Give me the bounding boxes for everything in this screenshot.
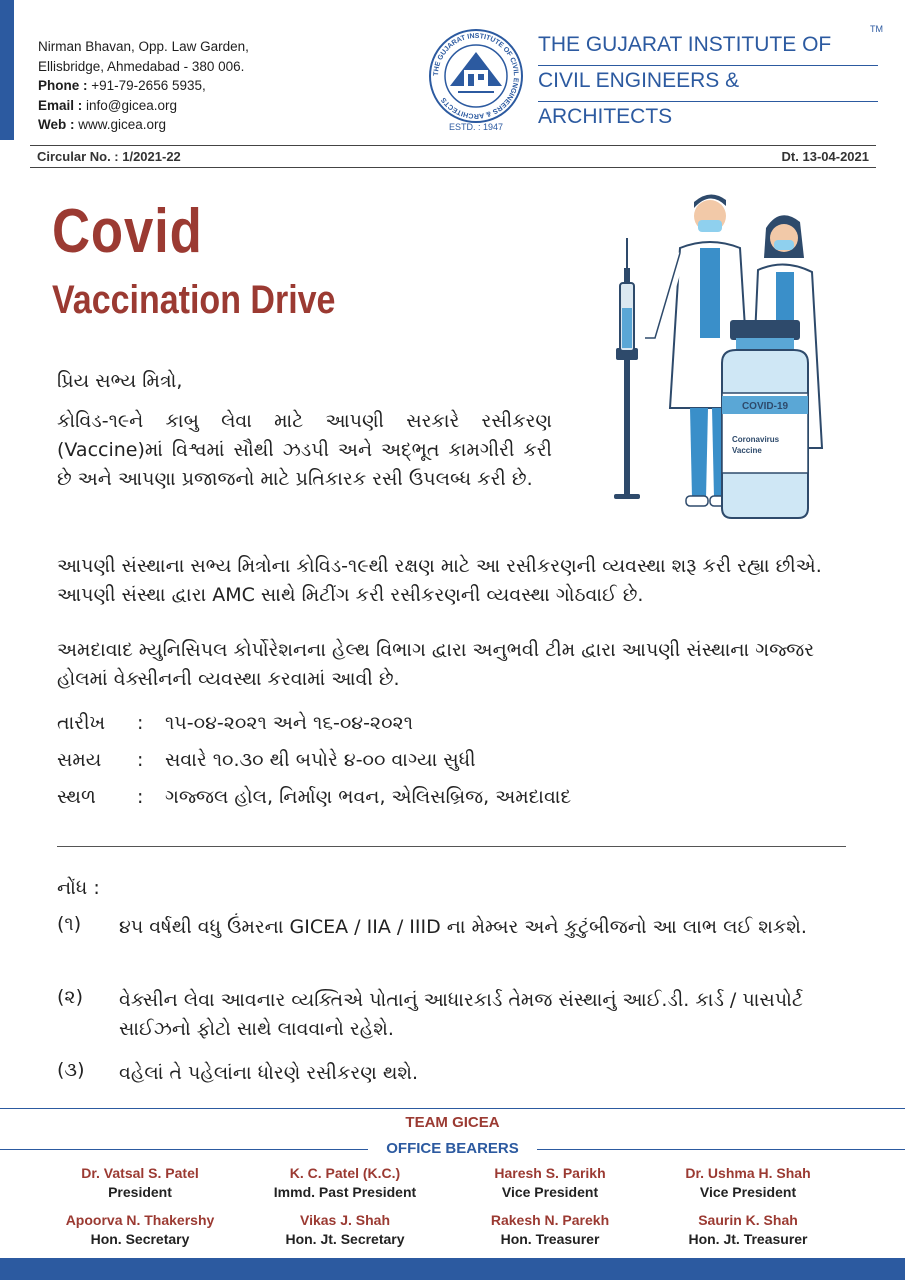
title-covid: Covid bbox=[52, 197, 203, 266]
address-line: Nirman Bhavan, Opp. Law Garden, bbox=[38, 39, 249, 54]
member-role: Hon. Secretary bbox=[90, 1231, 190, 1247]
detail-value: સવારે ૧૦.૩૦ થી બપોરે ૪-૦૦ વાગ્યા સુધી bbox=[165, 749, 476, 771]
member-name: Rakesh N. Parekh bbox=[490, 1212, 610, 1228]
org-line: ARCHITECTS bbox=[538, 105, 673, 128]
note-number: (૨) bbox=[57, 986, 83, 1008]
member-name: Haresh S. Parikh bbox=[494, 1165, 606, 1181]
member-name: Dr. Vatsal S. Patel bbox=[81, 1165, 199, 1181]
office-bearers-heading: OFFICE BEARERS bbox=[386, 1140, 519, 1157]
left-accent-bar bbox=[0, 0, 14, 140]
logo-ring-text: THE GUJARAT INSTITUTE OF CIVIL ENGINEERS & ARCHITECTS bbox=[432, 32, 520, 120]
detail-label: તારીખ bbox=[57, 712, 106, 734]
email-line: Email : info@gicea.org bbox=[38, 97, 178, 113]
member-role: Hon. Jt. Treasurer bbox=[688, 1231, 808, 1247]
bottom-accent-bar bbox=[0, 1258, 905, 1280]
title-vaccination-drive: Vaccination Drive bbox=[52, 278, 336, 322]
divider bbox=[57, 846, 846, 847]
email-link[interactable]: info@gicea.org bbox=[86, 97, 178, 113]
vial-sub-label: Vaccine bbox=[732, 446, 762, 455]
member-name: K. C. Patel (K.C.) bbox=[289, 1165, 401, 1181]
note-text: વહેલાં તે પહેલાંના ધોરણે રસીકરણ થશે. bbox=[119, 1062, 419, 1084]
trademark-mark: TM bbox=[870, 24, 883, 34]
member-card bbox=[648, 1212, 848, 1247]
detail-value: ગજ્જલ હોલ, નિર્માણ ભવન, એલિસબ્રિજ, અમદાવાદ bbox=[165, 786, 572, 808]
paragraph-3: અમદાવાદ મ્યુનિસિપલ કોર્પોરેશનના હેલ્થ વિભાગ દ્વારા અનુભવી ટીમ દ્વારા આપણી સંસ્થાના ગજ્જર હોલમાં વેક્સીનની વ્યવસ્થા કરવામાં આવી છે. bbox=[57, 639, 815, 690]
member-role: Immd. Past President bbox=[273, 1184, 417, 1200]
note-item bbox=[57, 986, 857, 1044]
gicea-logo bbox=[428, 26, 524, 134]
member-card bbox=[450, 1165, 650, 1200]
member-card bbox=[40, 1212, 240, 1247]
member-card bbox=[245, 1212, 445, 1247]
note-number: (૧) bbox=[57, 913, 82, 935]
phone-line: Phone : +91-79-2656 5935, bbox=[38, 78, 206, 93]
vaccine-vial-icon bbox=[722, 320, 808, 518]
vial-sub-label: Coronavirus bbox=[732, 435, 780, 444]
member-role: Vice President bbox=[699, 1184, 797, 1200]
member-name: Apoorva N. Thakershy bbox=[65, 1212, 215, 1228]
detail-row-venue bbox=[57, 786, 857, 808]
contact-block bbox=[38, 37, 249, 135]
detail-colon: : bbox=[137, 786, 144, 808]
member-card bbox=[648, 1165, 848, 1200]
paragraph-2: આપણી સંસ્થાના સભ્ય મિત્રોના કોવિડ-૧૯થી રક્ષણ માટે આ રસીકરણની વ્યવસ્થા શરૂ કરી રહ્યા છીએ. આપણી સંસ્થા દ્વારા AMC સાથે મિટીંગ કરી રસીકરણની વ્યવસ્થા ગોઠવાઈ છે. bbox=[57, 555, 822, 606]
member-role: Hon. Jt. Secretary bbox=[285, 1231, 405, 1247]
note-item bbox=[57, 913, 857, 942]
org-line: CIVIL ENGINEERS & bbox=[538, 66, 878, 102]
vial-label: COVID-19 bbox=[741, 401, 789, 412]
detail-colon: : bbox=[137, 749, 144, 771]
footer-divider bbox=[0, 1108, 905, 1109]
member-role: President bbox=[108, 1184, 172, 1200]
member-name: Saurin K. Shah bbox=[698, 1212, 798, 1228]
divider bbox=[30, 167, 876, 168]
detail-colon: : bbox=[137, 712, 144, 734]
note-text: ૪૫ વર્ષથી વધુ ઉંમરના GICEA / IIA / IIID ના મેમ્બર અને કુટુંબીજનો આ લાભ લઈ શકશે. bbox=[119, 916, 807, 938]
note-number: (૩) bbox=[57, 1059, 85, 1081]
logo-estd: ESTD. : 1947 bbox=[448, 122, 504, 132]
member-card bbox=[40, 1165, 240, 1200]
circular-date: Dt. 13-04-2021 bbox=[781, 149, 869, 164]
circular-number: Circular No. : 1/2021-22 bbox=[37, 149, 181, 164]
org-line: THE GUJARAT INSTITUTE OF bbox=[538, 30, 878, 66]
phone-value: +91-79-2656 5935, bbox=[91, 78, 206, 93]
syringe-icon bbox=[614, 238, 640, 499]
note-text: વેક્સીન લેવા આવનાર વ્યક્તિએ પોતાનું આધારકાર્ડ તેમજ સંસ્થાનું આઈ.ડી. કાર્ડ / પાસપોર્ટ સાઈઝનો ફોટો સાથે લાવવાનો રહેશે. bbox=[119, 989, 803, 1040]
doctors-vaccine-illustration bbox=[600, 188, 850, 523]
organization-name bbox=[538, 24, 883, 137]
paragraph-1: કોવિડ-૧૯ને કાબુ લેવા માટે આપણી સરકારે રસીકરણ (Vaccine)માં વિશ્વમાં સૌથી ઝડપી અને અદ્ભૂત કામગીરી કરી છે અને આપણા પ્રજાજનો માટે પ્રતિકારક રસી ઉપલબ્ધ કરી છે. bbox=[57, 410, 552, 490]
divider bbox=[30, 145, 876, 146]
web-link[interactable]: www.gicea.org bbox=[78, 117, 167, 132]
member-role: Hon. Treasurer bbox=[500, 1231, 600, 1247]
detail-row-date bbox=[57, 712, 857, 734]
address-line: Ellisbridge, Ahmedabad - 380 006. bbox=[38, 58, 245, 74]
detail-label: સ્થળ bbox=[57, 786, 96, 808]
team-heading: TEAM GICEA bbox=[405, 1114, 500, 1131]
detail-label: સમય bbox=[57, 749, 102, 771]
detail-row-time bbox=[57, 749, 857, 771]
member-name: Vikas J. Shah bbox=[299, 1212, 390, 1228]
member-card bbox=[450, 1212, 650, 1247]
detail-value: ૧૫-૦૪-૨૦૨૧ અને ૧૬-૦૪-૨૦૨૧ bbox=[165, 712, 413, 734]
notes-heading: નોંધ : bbox=[57, 877, 100, 899]
member-name: Dr. Ushma H. Shah bbox=[685, 1165, 811, 1181]
salutation: પ્રિય સભ્ય મિત્રો, bbox=[57, 370, 183, 392]
member-role: Vice President bbox=[501, 1184, 599, 1200]
note-item bbox=[57, 1059, 857, 1088]
member-card bbox=[245, 1165, 445, 1200]
web-line: Web : www.gicea.org bbox=[38, 117, 167, 132]
